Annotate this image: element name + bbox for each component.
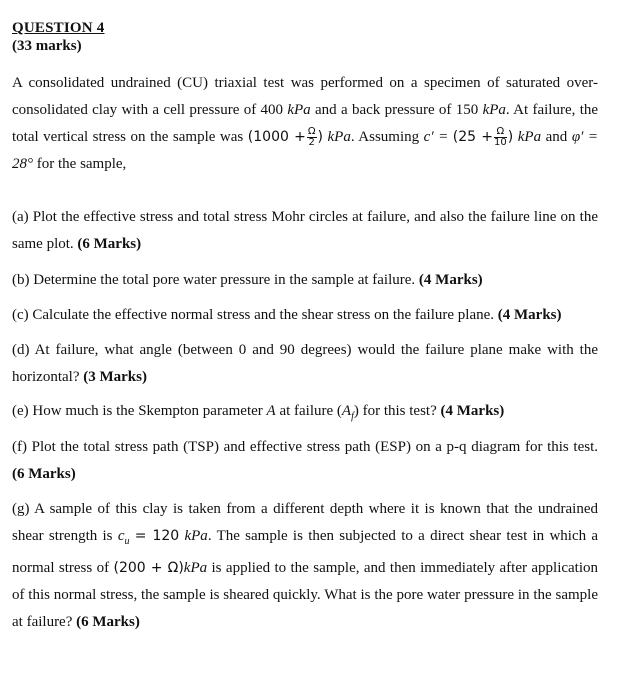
vertical-stress-expression: (1000 + $\frac{\Omega}{2}$ ) [247, 125, 323, 148]
part-e: (e) How much is the Skempton parameter A at failure $(A_f)$ for this test? (4 Marks) [12, 403, 505, 422]
part-g: (g) A sample of this clay is taken from a different depth where it is known that the undrained shear strength is $c_u = 120$ kPa. The sample is then subjected to a direct shear test in which a normal stress of (200 + Ω)kPa is applied to the sample, and then immediately after application of this normal stress, the sample is sheared quickly. What is the pore water pressure in the sample at failure? (6 Marks) [12, 501, 599, 630]
intro-paragraph: A consolidated undrained (CU) triaxial test was performed on a specimen of saturated over-consolidated clay with a cell pressure of 400 kPa and a back pressure of 150 kPa. At failure, the total vertical stress on the sample was (1000 + $\frac{\Omega}{2}$ ) kPa. Assuming c′ = (25 + $\frac{\Omega}{10}$ ) kPa and φ′ = 28° for the sample, [12, 75, 599, 172]
part-a: (a) Plot the effective stress and total stress Mohr circles at failure, and also the failure line on the same plot. (6 Marks) [12, 209, 598, 252]
question-marks: (33 marks) [12, 38, 82, 54]
question-title: QUESTION 4 [12, 20, 105, 36]
part-c: (c) Calculate the effective normal stress and the shear stress on the failure plane. (4 Marks) [12, 307, 562, 323]
part-d: (d) At failure, what angle (between 0 and 90 degrees) would the failure plane make with the horizontal? (3 Marks) [12, 342, 598, 385]
cohesion-expression: (25 + $\frac{\Omega}{10}$ ) [452, 125, 514, 148]
part-b: (b) Determine the total pore water pressure in the sample at failure. (4 Marks) [12, 272, 483, 288]
part-f: (f) Plot the total stress path (TSP) and effective stress path (ESP) on a p-q diagram for this test. (6 Marks) [12, 439, 598, 482]
